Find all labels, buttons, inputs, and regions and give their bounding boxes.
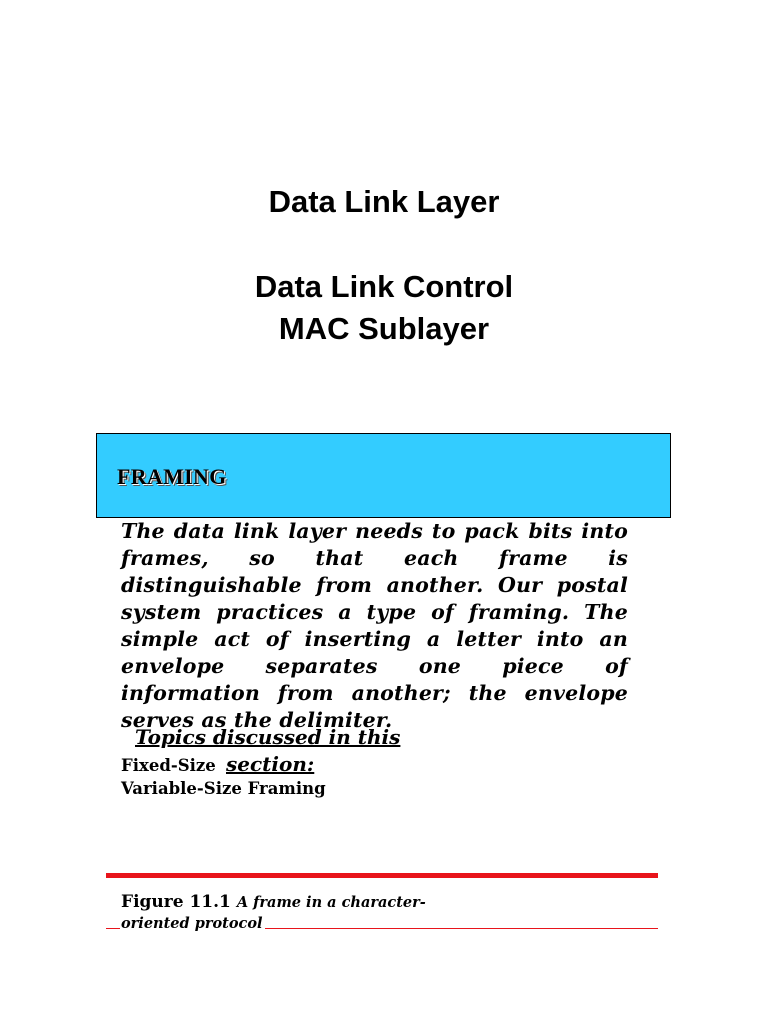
body-paragraph: The data link layer needs to pack bits into frames, so that each frame is distinguishable from another. Our postal system practices a type of framing. The simple act of inserting a letter into an envelope separates one piece of information from another; the envelope serves as the delimiter.: [121, 519, 628, 732]
topic-item-variable-size: Variable-Size Framing: [121, 779, 326, 798]
subtitle-mac-sublayer: MAC Sublayer: [278, 311, 490, 346]
figure-caption-rule-left: [106, 928, 120, 929]
topics-heading: Topics discussed in this: [135, 725, 401, 749]
figure-top-rule: [106, 873, 658, 878]
section-heading: FRAMING: [117, 464, 227, 489]
figure-caption-text: A frame in a character-: [236, 894, 426, 911]
section-banner: [96, 433, 671, 518]
figure-caption: [121, 892, 426, 912]
page-title: Data Link Layer: [268, 184, 500, 219]
figure-number: Figure 11.1: [121, 892, 231, 912]
figure-caption-text-continued: oriented protocol: [121, 915, 263, 932]
topics-heading-continued: section:: [226, 752, 315, 776]
topic-item-fixed-size: Fixed-Size: [121, 756, 216, 775]
subtitle-data-link-control: Data Link Control: [254, 269, 514, 304]
figure-caption-rule-right: [265, 928, 658, 929]
